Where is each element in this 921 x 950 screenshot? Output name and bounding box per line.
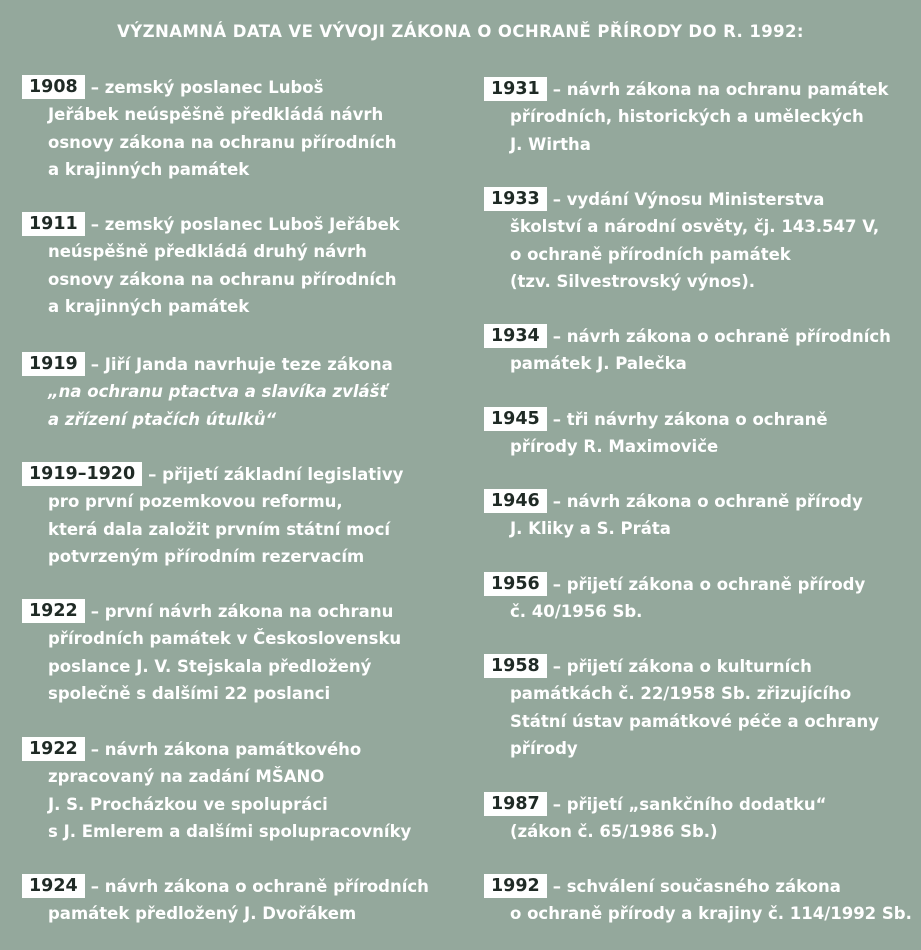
timeline-entry — [22, 74, 397, 184]
entry-text: o ochraně přírody a krajiny č. 114/1992 Sb. — [510, 904, 912, 924]
year-badge: 1958 — [484, 654, 547, 678]
entry-first-line — [22, 461, 403, 488]
year-badge: 1919–1920 — [22, 462, 142, 486]
entry-first-line — [484, 571, 865, 598]
entry-text: památkách č. 22/1958 Sb. zřizujícího — [510, 684, 852, 704]
timeline-entry — [22, 351, 393, 433]
entry-text: – přijetí zákona o ochraně přírody — [552, 575, 866, 594]
year-badge: 1946 — [484, 489, 547, 513]
entry-text: – návrh zákona na ochranu památek — [552, 80, 889, 99]
entry-text: a zřízení ptačích útulků“ — [48, 409, 277, 429]
entry-first-line — [484, 791, 827, 818]
entry-text: – zemský poslanec Luboš Jeřábek — [90, 215, 400, 234]
entry-text: (zákon č. 65/1986 Sb.) — [510, 822, 718, 842]
entry-text: – zemský poslanec Luboš — [90, 78, 324, 97]
timeline-entry — [484, 571, 865, 626]
entry-text: zpracovaný na zadání MŠANO — [48, 767, 325, 787]
entry-first-line — [484, 323, 891, 350]
year-badge: 1922 — [22, 737, 85, 761]
entry-text: J. Kliky a S. Práta — [510, 519, 671, 539]
entry-text: památek J. Palečka — [510, 354, 687, 374]
year-badge: 1924 — [22, 874, 85, 898]
entry-text: pro první pozemkovou reformu, — [48, 492, 343, 512]
entry-text: – schválení současného zákona — [552, 877, 841, 896]
timeline-entry — [484, 653, 879, 763]
year-badge: 1987 — [484, 792, 547, 816]
timeline-entry — [484, 791, 827, 846]
timeline-entry — [484, 76, 889, 158]
entry-text: osnovy zákona na ochranu přírodních — [48, 269, 397, 289]
entry-first-line — [484, 76, 889, 103]
entry-text: – přijetí zákona o kulturních — [552, 657, 812, 676]
entry-text: školství a národní osvěty, čj. 143.547 V, — [510, 217, 880, 237]
entry-first-line — [22, 873, 429, 900]
entry-first-line — [22, 351, 393, 378]
entry-text: potvrzeným přírodním rezervacím — [48, 547, 365, 567]
entry-text: – návrh zákona o ochraně přírodních — [90, 877, 429, 896]
entry-first-line — [484, 186, 879, 213]
entry-text: – tři návrhy zákona o ochraně — [552, 410, 828, 429]
year-badge: 1922 — [22, 599, 85, 623]
page-title: VÝZNAMNÁ DATA VE VÝVOJI ZÁKONA O OCHRANĚ PŘÍRODY DO R. 1992: — [117, 22, 804, 41]
entry-text: – přijetí „sankčního dodatku“ — [552, 795, 827, 814]
entry-text: Státní ústav památkové péče a ochrany — [510, 711, 879, 731]
entry-text: Jeřábek neúspěšně předkládá návrh — [48, 105, 384, 125]
entry-first-line — [484, 653, 879, 680]
timeline-entry — [22, 598, 401, 708]
entry-text: – první návrh zákona na ochranu — [90, 602, 394, 621]
year-badge: 1945 — [484, 407, 547, 431]
entry-text: J. S. Procházkou ve spolupráci — [48, 794, 328, 814]
entry-first-line — [484, 406, 828, 433]
entry-first-line — [484, 488, 863, 515]
entry-text: – Jiří Janda navrhuje teze zákona — [90, 355, 393, 374]
entry-text: o ochraně přírodních památek — [510, 244, 791, 264]
entry-first-line — [22, 598, 401, 625]
timeline-entry — [484, 323, 891, 378]
entry-text: společně s dalšími 22 poslanci — [48, 684, 331, 704]
entry-text: která dala založit prvním státní mocí — [48, 519, 391, 539]
timeline-entry — [22, 873, 429, 928]
entry-text: neúspěšně předkládá druhý návrh — [48, 242, 367, 262]
entry-text: (tzv. Silvestrovský výnos). — [510, 272, 756, 292]
timeline-entry — [484, 406, 828, 461]
entry-text: osnovy zákona na ochranu přírodních — [48, 132, 397, 152]
entry-text: památek předložený J. Dvořákem — [48, 904, 357, 924]
entry-text: č. 40/1956 Sb. — [510, 602, 643, 622]
entry-text: – přijetí základní legislativy — [148, 465, 404, 484]
year-badge: 1934 — [484, 324, 547, 348]
entry-text: přírodních památek v Československu — [48, 629, 402, 649]
timeline-entry — [22, 211, 400, 321]
entry-text: – návrh zákona památkového — [90, 740, 362, 759]
entry-text: – návrh zákona o ochraně přírodních — [552, 327, 891, 346]
timeline-entry — [484, 186, 879, 296]
entry-text: přírodních, historických a uměleckých — [510, 107, 864, 127]
entry-text: J. Wirtha — [510, 134, 591, 154]
entry-text: přírody R. Maximoviče — [510, 437, 719, 457]
timeline-entry — [22, 736, 411, 846]
entry-first-line — [484, 873, 912, 900]
timeline-entry — [484, 873, 912, 928]
entry-text: – vydání Výnosu Ministerstva — [552, 190, 825, 209]
entry-first-line — [22, 736, 411, 763]
entry-first-line — [22, 74, 397, 101]
year-badge: 1931 — [484, 77, 547, 101]
entry-text: poslance J. V. Stejskala předložený — [48, 656, 372, 676]
entry-text: a krajinných památek — [48, 297, 250, 317]
year-badge: 1911 — [22, 212, 85, 236]
entry-text: „na ochranu ptactva a slavíka zvlášť — [48, 382, 388, 402]
entry-text: přírody — [510, 739, 578, 759]
year-badge: 1956 — [484, 572, 547, 596]
entry-text: – návrh zákona o ochraně přírody — [552, 492, 863, 511]
year-badge: 1933 — [484, 187, 547, 211]
timeline-entry — [22, 461, 403, 571]
year-badge: 1908 — [22, 75, 85, 99]
year-badge: 1992 — [484, 874, 547, 898]
year-badge: 1919 — [22, 352, 85, 376]
entry-text: a krajinných památek — [48, 160, 250, 180]
entry-text: s J. Emlerem a dalšími spolupracovníky — [48, 822, 412, 842]
timeline-entry — [484, 488, 863, 543]
entry-first-line — [22, 211, 400, 238]
